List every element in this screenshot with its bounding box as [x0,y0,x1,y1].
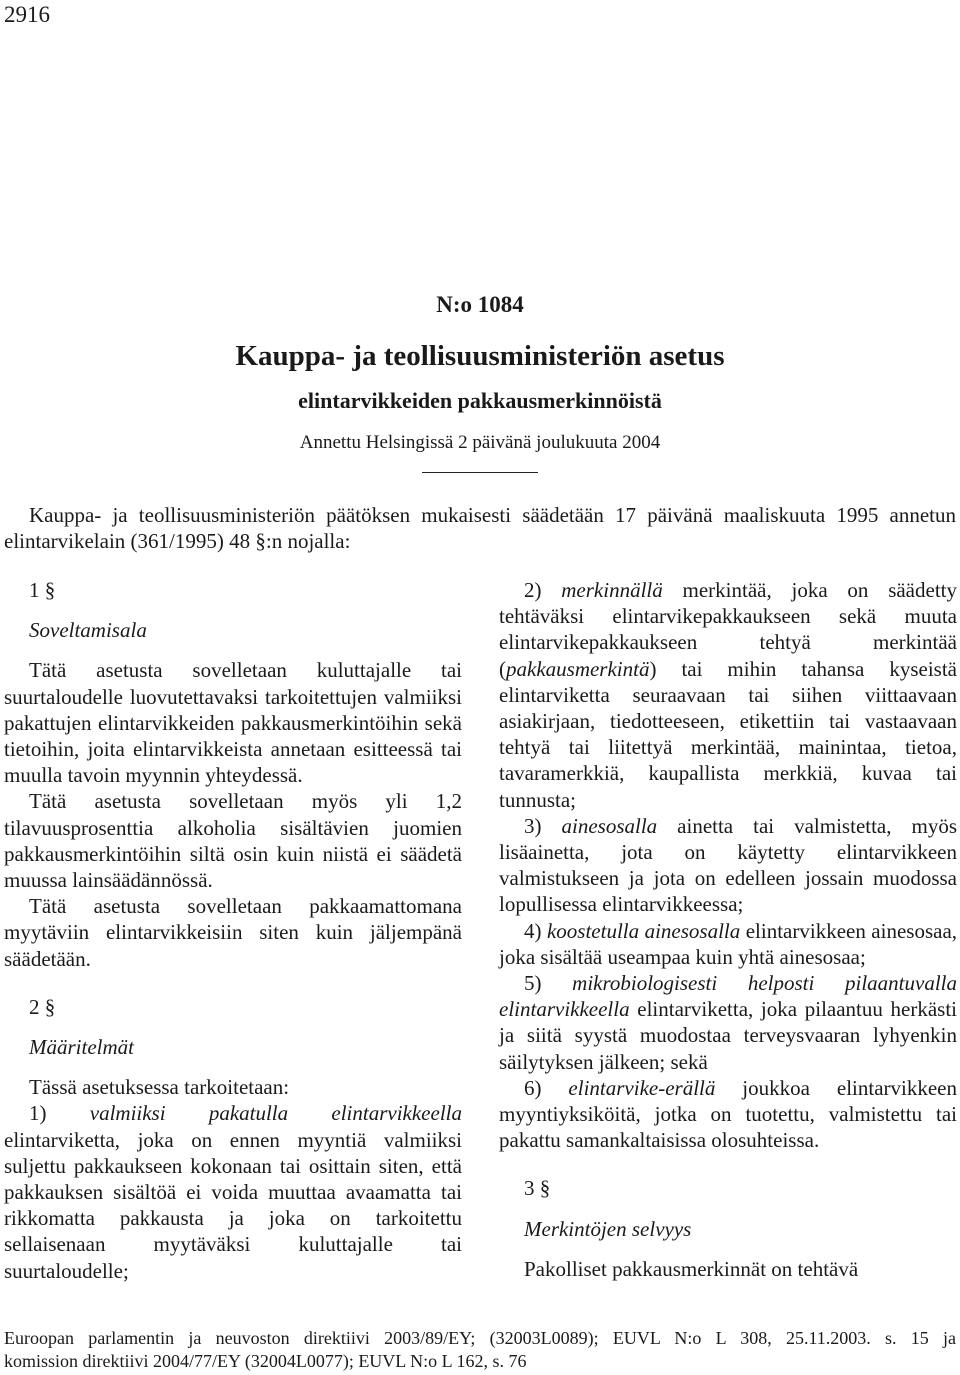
left-column [4,577,462,1284]
section-1-paragraph: Tätä asetusta sovelletaan pakkaamattomana myytäviin elintarvikkeisiin siten kuin jäljempänä säädetään. [4,894,462,971]
document-subtitle: elintarvikkeiden pakkausmerkinnöistä [298,388,662,413]
section-3-number: 3 § [524,1176,551,1201]
section-3-heading: Merkintöjen selvyys [524,1216,692,1241]
definition-4: 4) koostetulla ainesosalla elintarvikkeen ainesosaa, joka sisältää useampaa kuin yhtä ainesosaa; [499,918,958,969]
footnote-line: komission direktiivi 2004/77/EY (32004L0077); EUVL N:o L 162, s. 76 [4,1351,527,1371]
section-2-heading: Määritelmät [29,1035,134,1060]
page-number: 2916 [4,2,50,27]
definition-1: 1) valmiiksi pakatulla elintarvikkeella elintarviketta, joka on ennen myyntiä valmiiksi suljettu pakkaukseen kokonaan tai osittain siten, että pakkauksen sisältöä ei voida muuttaa avaamatta tai rikkomatta pakkausta ja joka on tarkoitettu sellaisenaan myytäväksi kuluttajalle tai suurtaloudelle; [4,1101,462,1283]
definition-5: 5) mikrobiologisesti helposti pilaantuvalla elintarvikkeella elintarviketta, joka pilaantuu herkästi ja siitä syystä muodostaa terveysvaaran lyhyenkin säilytyksen jälkeen; sekä [499,971,957,1074]
title-divider [422,472,538,473]
definition-term: pakkausmerkintä [506,656,650,681]
section-1-number: 1 § [29,578,56,602]
section-2-intro: Tässä asetuksessa tarkoitetaan: [29,1075,290,1100]
document-title: Kauppa- ja teollisuusministeriön asetus [235,340,725,372]
definition-term: elintarvike-erällä [568,1075,716,1100]
definition-2: 2) merkinnällä merkintää, joka on säädetty tehtäväksi elintarvikepakkaukseen sekä muuta elintarvikepakkaukseen tehtyä merkintää (pakkausmerkintä) tai mihin tahansa kyseistä elintarviketta seuraavaan tai siihen viittaavaan asiakirjaan, tiedotteeseen, etikettiin tai vastaavaan tehtyä tai liitettyä merkintää, mainintaa, tietoa, tavaramerkkiä, kaupallista merkkiä, kuvaa tai tunnusta; [499,578,957,812]
section-1-heading: Soveltamisala [29,618,147,643]
issue-date-line: Annettu Helsingissä 2 päivänä joulukuuta 2004 [299,432,661,453]
footnote-line: Euroopan parlamentin ja neuvoston direktiivi 2003/89/EY; (32003L0089); EUVL N:o L 308, 25.11.2003. s. 15 ja [4,1328,956,1348]
definition-term: koostetulla ainesosalla [546,918,741,943]
section-1-paragraph: Tätä asetusta sovelletaan myös yli 1,2 tilavuusprosenttia alkoholia sisältävien juomien pakkausmerkintöihin siltä osin kuin niistä ei säädetä muussa lainsäädännössä. [4,789,462,893]
definition-term: mikrobiologisesti helposti pilaantuvalla elintarvikkeella [499,971,957,1022]
definition-term: merkinnällä [561,578,663,602]
definition-term: valmiiksi pakatulla elintarvikkeella [89,1101,462,1126]
preamble: Kauppa- ja teollisuusministeriön päätöksen mukaisesti säädetään 17 päivänä maaliskuuta 1995 annetun elintarvikelain (361/1995) 48 §:n nojalla: [4,503,956,553]
section-3-paragraph: Pakolliset pakkausmerkinnät on tehtävä [524,1256,859,1281]
section-1-paragraph: Tätä asetusta sovelletaan kuluttajalle tai suurtaloudelle luovutettavaksi tarkoitettujen valmiiksi pakattujen elintarvikkeiden pakkausmerkintöihin sekä tietoihin, joita elintarvikkeista annetaan esitteessä tai muulla tavoin myynnin yhteydessä. [4,658,462,788]
definition-3: 3) ainesosalla ainetta tai valmistetta, myös lisäainetta, jota on käytetty elintarvikkeen valmistukseen ja jota on edelleen jossain muodossa lopullisessa elintarvikkeessa; [499,813,958,917]
section-2-number: 2 § [29,994,56,1019]
definition-term: ainesosalla [561,813,658,838]
definition-6: 6) elintarvike-erällä joukkoa elintarvikkeen myyntiyksiköitä, jotka on tuotettu, valmistettu tai pakattu samankaltaisissa olosuhteissa. [499,1075,957,1153]
footnote [4,1327,956,1373]
document-number: N:o 1084 [436,292,524,317]
right-column [499,577,957,1282]
